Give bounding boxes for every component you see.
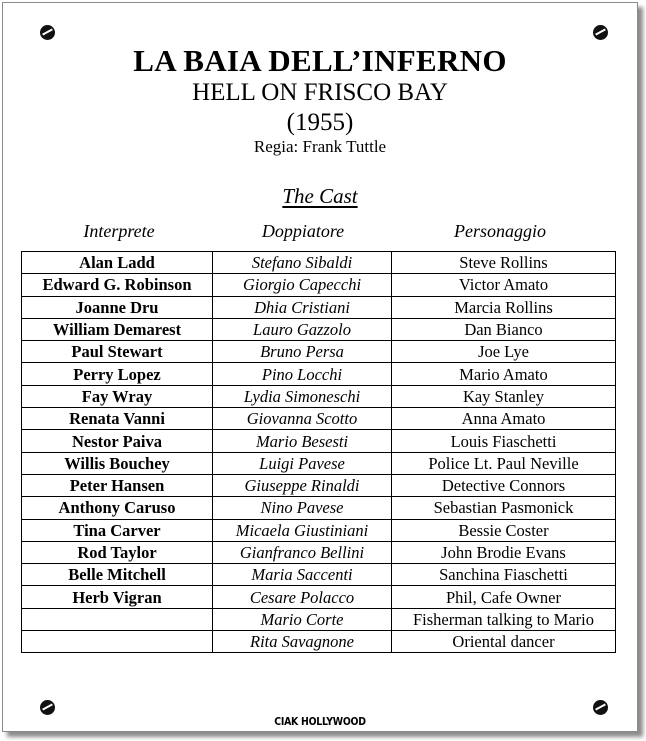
dubber-cell: Nino Pavese	[213, 497, 392, 519]
dubber-cell: Maria Saccenti	[213, 564, 392, 586]
actor-cell: Anthony Caruso	[22, 497, 213, 519]
table-row	[22, 318, 616, 340]
actor-cell	[22, 608, 213, 630]
actor-cell: Alan Ladd	[22, 252, 213, 274]
dubber-cell: Bruno Persa	[213, 341, 392, 363]
column-header-dubber: Doppiatore	[261, 221, 345, 241]
actor-cell: Nestor Paiva	[22, 430, 213, 452]
table-row	[22, 385, 616, 407]
actor-cell: Tina Carver	[22, 519, 213, 541]
actor-cell	[22, 631, 213, 653]
character-cell: Louis Fiaschetti	[392, 430, 616, 452]
dubber-cell: Gianfranco Bellini	[213, 541, 392, 563]
dubber-cell: Mario Besesti	[213, 430, 392, 452]
character-cell: Victor Amato	[392, 274, 616, 296]
dubber-cell: Giorgio Capecchi	[213, 274, 392, 296]
ciak-hollywood-logo: CIAK HOLLYWOOD	[274, 715, 366, 728]
character-cell: Sebastian Pasmonick	[392, 497, 616, 519]
table-row	[22, 363, 616, 385]
dubber-cell: Lauro Gazzolo	[213, 318, 392, 340]
character-cell: Joe Lye	[392, 341, 616, 363]
table-row	[22, 631, 616, 653]
original-title: HELL ON FRISCO BAY	[192, 79, 448, 106]
character-cell: Anna Amato	[392, 408, 616, 430]
character-cell: Dan Bianco	[392, 318, 616, 340]
cast-table-body	[22, 252, 616, 653]
dubber-cell: Lydia Simoneschi	[213, 385, 392, 407]
dubber-cell: Luigi Pavese	[213, 452, 392, 474]
character-cell: Phil, Cafe Owner	[392, 586, 616, 608]
dubber-cell: Rita Savagnone	[213, 631, 392, 653]
screw-icon	[40, 700, 55, 715]
column-header-actor: Interprete	[83, 221, 155, 241]
dubber-cell: Pino Locchi	[213, 363, 392, 385]
table-row	[22, 497, 616, 519]
actor-cell: Paul Stewart	[22, 341, 213, 363]
actor-cell: Edward G. Robinson	[22, 274, 213, 296]
dubber-cell: Cesare Polacco	[213, 586, 392, 608]
character-cell: Marcia Rollins	[392, 296, 616, 318]
dubber-cell: Giuseppe Rinaldi	[213, 474, 392, 496]
actor-cell: Belle Mitchell	[22, 564, 213, 586]
actor-cell: Willis Bouchey	[22, 452, 213, 474]
character-cell: Mario Amato	[392, 363, 616, 385]
table-row	[22, 296, 616, 318]
table-row	[22, 608, 616, 630]
column-header-character: Personaggio	[454, 221, 546, 241]
actor-cell: Fay Wray	[22, 385, 213, 407]
table-row	[22, 341, 616, 363]
actor-cell: Perry Lopez	[22, 363, 213, 385]
dubber-cell: Stefano Sibaldi	[213, 252, 392, 274]
release-year: (1955)	[286, 109, 354, 136]
dubber-cell: Mario Corte	[213, 608, 392, 630]
director-credit: Regia: Frank Tuttle	[253, 137, 387, 156]
table-row	[22, 408, 616, 430]
table-row	[22, 474, 616, 496]
character-cell: Fisherman talking to Mario	[392, 608, 616, 630]
cast-heading: The Cast	[282, 184, 358, 208]
table-row	[22, 274, 616, 296]
dubber-cell: Giovanna Scotto	[213, 408, 392, 430]
screw-icon	[593, 25, 608, 40]
character-cell: Police Lt. Paul Neville	[392, 452, 616, 474]
table-row	[22, 541, 616, 563]
cast-table	[21, 251, 616, 653]
character-cell: Bessie Coster	[392, 519, 616, 541]
actor-cell: Renata Vanni	[22, 408, 213, 430]
actor-cell: Rod Taylor	[22, 541, 213, 563]
screw-icon	[593, 700, 608, 715]
table-row	[22, 564, 616, 586]
character-cell: John Brodie Evans	[392, 541, 616, 563]
dubber-cell: Dhia Cristiani	[213, 296, 392, 318]
character-cell: Kay Stanley	[392, 385, 616, 407]
table-row	[22, 252, 616, 274]
screw-icon	[40, 25, 55, 40]
actor-cell: Herb Vigran	[22, 586, 213, 608]
character-cell: Oriental dancer	[392, 631, 616, 653]
table-row	[22, 586, 616, 608]
plaque	[2, 2, 638, 732]
table-row	[22, 430, 616, 452]
dubber-cell: Micaela Giustiniani	[213, 519, 392, 541]
page-title: LA BAIA DELL’INFERNO	[133, 43, 507, 78]
character-cell: Sanchina Fiaschetti	[392, 564, 616, 586]
actor-cell: Joanne Dru	[22, 296, 213, 318]
table-row	[22, 519, 616, 541]
actor-cell: William Demarest	[22, 318, 213, 340]
character-cell: Steve Rollins	[392, 252, 616, 274]
table-row	[22, 452, 616, 474]
character-cell: Detective Connors	[392, 474, 616, 496]
actor-cell: Peter Hansen	[22, 474, 213, 496]
